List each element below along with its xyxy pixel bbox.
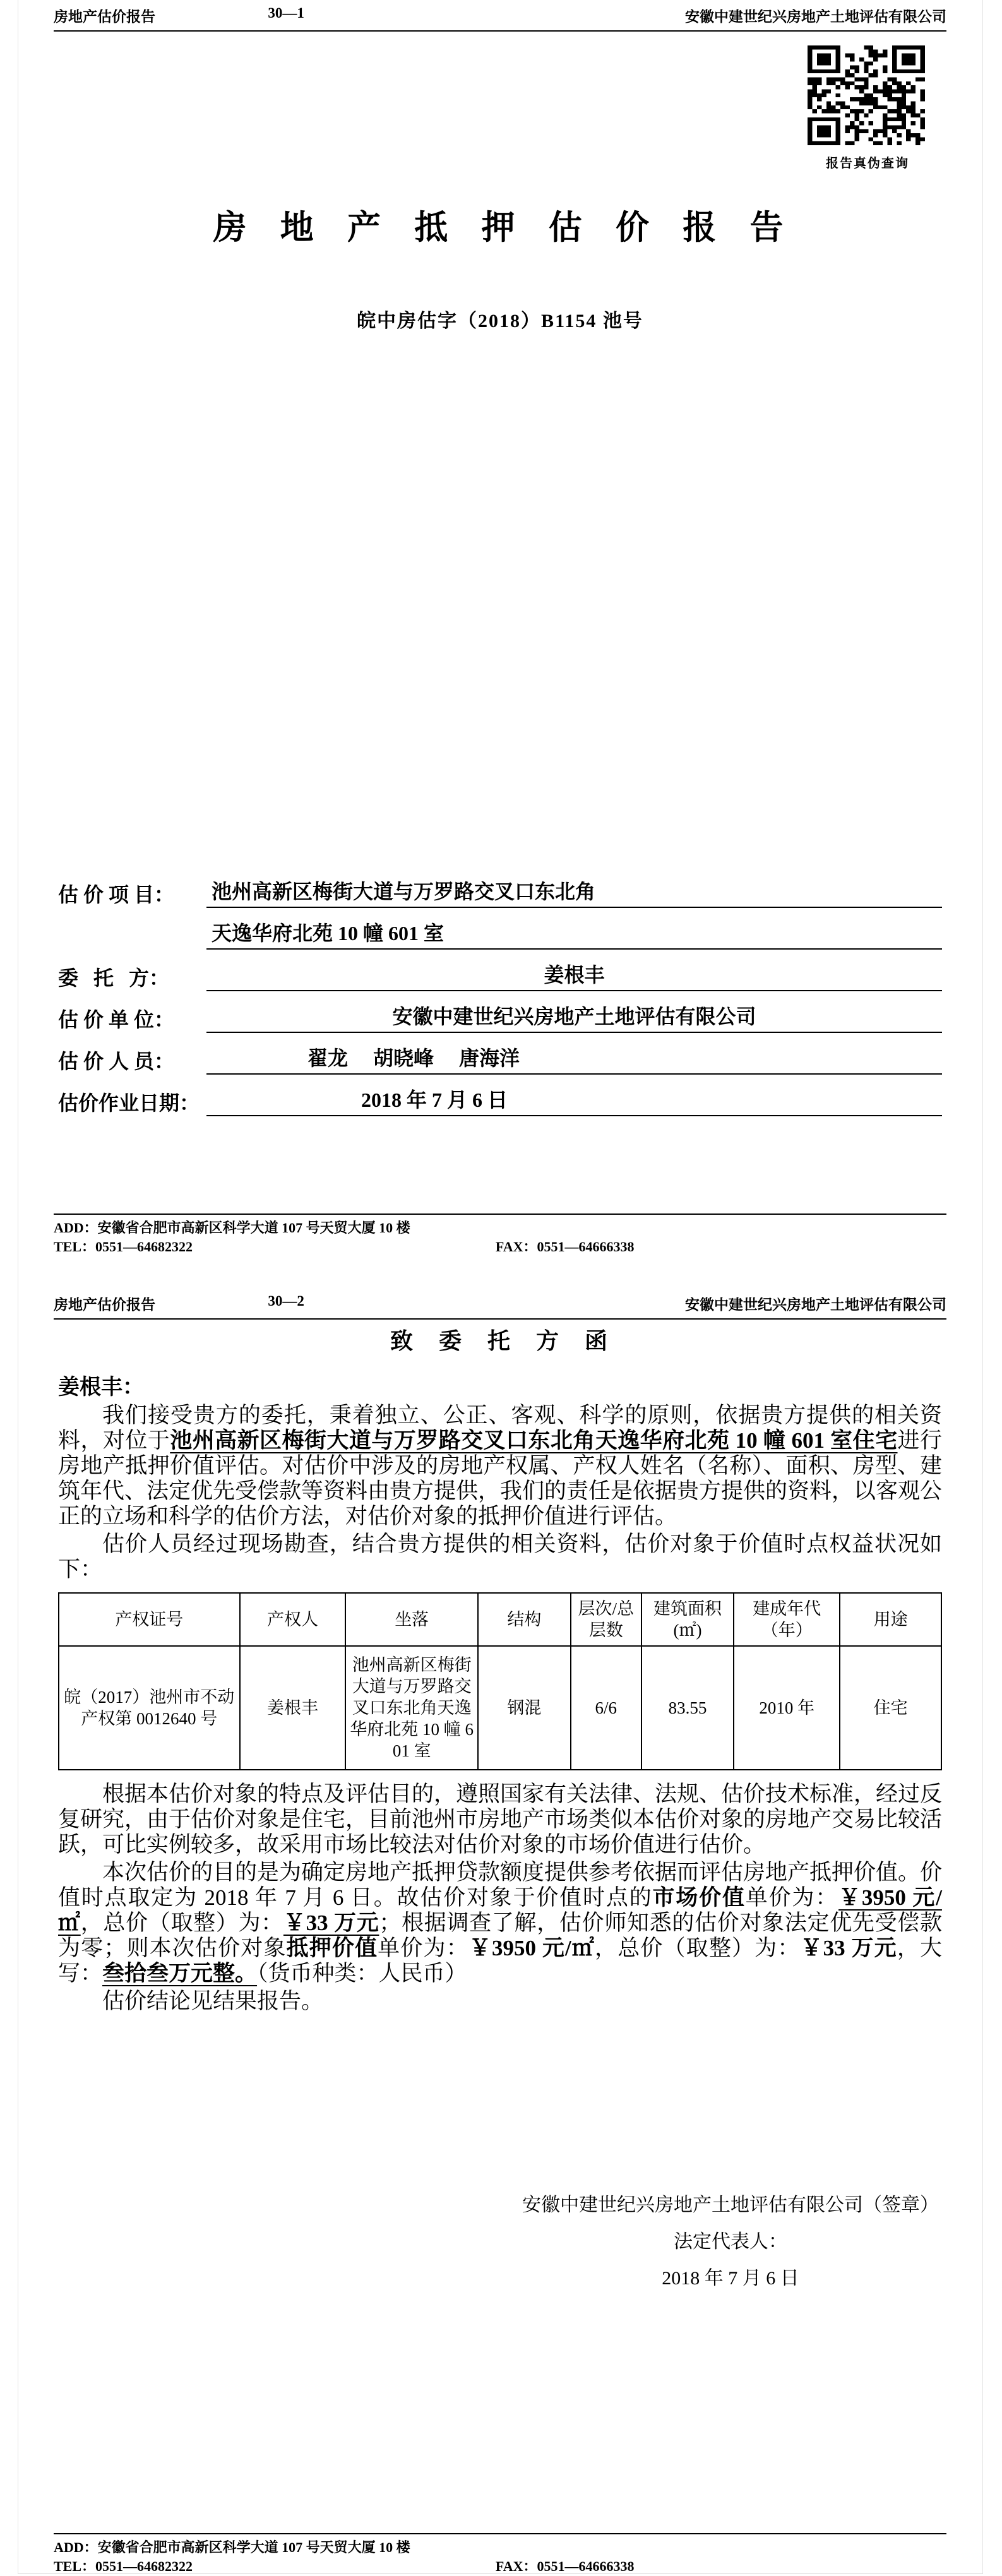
table-header-cell: 坐落	[345, 1593, 478, 1646]
field-label: 估 价 单 位：	[58, 1008, 175, 1031]
letter-page	[0, 1288, 1002, 2576]
signature-date: 2018 年 7 月 6 日	[662, 2268, 799, 2289]
footer-address: ADD：安徽省合肥市高新区科学大道 107 号天贸大厦 10 楼	[54, 2539, 410, 2555]
footer-fax: FAX：0551—64666338	[495, 1239, 635, 1255]
text-run: 我们接受贵方的委托，秉着独立、公正、客观、科学的原则，依据贵方提供的相关资料，对位于	[58, 1403, 942, 1453]
market-total-price: ￥33 万元	[283, 1911, 379, 1935]
text-run: ，大写：	[58, 1936, 942, 1986]
footer-fax: FAX：0551—64666338	[495, 2558, 635, 2574]
subject-property-address: 池州高新区梅街大道与万罗路交叉口东北角天逸华府北苑 10 幢 601 室住宅	[170, 1428, 898, 1453]
letter-paragraph-3: 根据本估价对象的特点及评估目的，遵照国家有关法律、法规、估价技术标准，经过反复研究，由于估价对象是住宅，目前池州市房地产市场类似本估价对象的房地产交易比较活跃，可比实例较多，故采用市场比较法对估价对象的市场价值进行估价。	[58, 1782, 943, 1857]
table-cell-location: 池州高新区梅街大道与万罗路交叉口东北角天逸华府北苑 10 幢 601 室	[345, 1646, 478, 1770]
table-cell-owner: 姜根丰	[240, 1646, 346, 1770]
letter-paragraph-5: 估价结论见结果报告。	[102, 1989, 324, 2013]
header-doc-type: 房地产估价报告	[54, 9, 155, 25]
text-run: 单价为：	[378, 1936, 469, 1960]
field-client	[58, 950, 942, 991]
letter-paragraph-2: 估价人员经过现场勘查，结合贵方提供的相关资料，估价对象于价值时点权益状况如下：	[58, 1532, 942, 1582]
text-run: ；根据调查了解，估价师知悉的估价对象法定优先受偿款为零；则本次估价对象	[58, 1911, 942, 1960]
qr-caption: 报告真伪查询	[826, 157, 909, 170]
table-cell-structure: 钢混	[478, 1646, 571, 1770]
appraisal-project-value: 池州高新区梅街大道与万罗路交叉口东北角	[206, 876, 942, 908]
footer-address: ADD：安徽省合肥市高新区科学大道 107 号天贸大厦 10 楼	[54, 1220, 410, 1236]
table-header-cell: 结构	[478, 1593, 571, 1646]
amount-in-words: 叁拾叁万元整。	[102, 1961, 258, 1986]
field-appraisal-date	[58, 1075, 942, 1116]
table-cell-area: 83.55	[641, 1646, 734, 1770]
footer-contact-line	[54, 1237, 946, 1256]
report-number: 皖中房估字（2018）B1154 池号	[357, 311, 643, 331]
page-footer	[54, 2533, 946, 2576]
letter-body	[58, 1316, 942, 2014]
table-header-cell: 建成年代（年）	[734, 1593, 840, 1646]
mortgage-total-price: ￥33 万元	[800, 1936, 897, 1960]
table-row	[59, 1646, 941, 1770]
field-label: 委 托 方：	[58, 967, 170, 989]
letter-salutation: 姜根丰：	[58, 1376, 144, 1399]
signature-block	[522, 2187, 939, 2297]
field-label: 估 价 项 目：	[58, 883, 175, 906]
signature-company: 安徽中建世纪兴房地产土地评估有限公司（签章）	[522, 2195, 939, 2215]
market-value-term: 市场价值	[652, 1885, 746, 1910]
table-cell-year-built: 2010 年	[734, 1646, 840, 1770]
mortgage-value-term: 抵押价值	[286, 1936, 378, 1960]
field-appraisers	[58, 1033, 942, 1075]
letter-paragraph-1	[58, 1403, 942, 1529]
table-header-row	[59, 1593, 941, 1646]
field-appraisal-project-line2	[58, 908, 942, 950]
signature-legal-rep: 法定代表人：	[674, 2231, 787, 2252]
appraisal-date-value: 2018 年 7 月 6 日	[206, 1084, 942, 1116]
header-company-name: 安徽中建世纪兴房地产土地评估有限公司	[685, 1297, 946, 1313]
text-run: 单价为：	[745, 1885, 839, 1910]
page-footer	[54, 1213, 946, 1256]
appraisers-value: 翟龙 胡晓峰 唐海洋	[206, 1042, 942, 1075]
table-cell-usage: 住宅	[840, 1646, 941, 1770]
qr-code	[808, 45, 925, 145]
field-label: 估价作业日期：	[58, 1092, 200, 1114]
text-run: 本次估价的目的是为确定房地产抵押贷款额度提供参考依据而评估房地产抵押价值。价值时点取定为 2018 年 7 月 6 日。故估价对象于价值时点的	[58, 1860, 943, 1910]
footer-tel: TEL：0551—64682322	[54, 1239, 193, 1255]
header-page-number: 30—1	[268, 5, 304, 21]
footer-contact-line	[54, 2557, 946, 2576]
letter-paragraph-4	[58, 1860, 942, 1986]
text-run: 进行房地产抵押价值评估。对估价中涉及的房地产权属、产权人姓名（名称）、面积、房型、建筑年代、法定优先受偿款等资料由贵方提供，我们的责任是依据贵方提供的资料，以客观公正的立场和科学的估价方法，对估价对象的抵押价值进行评估。	[58, 1428, 943, 1529]
table-header-cell: 产权证号	[59, 1593, 240, 1646]
table-cell-certificate-no: 皖（2017）池州市不动产权第 0012640 号	[59, 1646, 240, 1770]
property-table	[58, 1592, 942, 1770]
table-header-cell: 层次/总层数	[571, 1593, 641, 1646]
header-doc-type: 房地产估价报告	[54, 1297, 155, 1313]
header-page-number: 30—2	[268, 1293, 304, 1309]
text-run: ，总价（取整）为：	[595, 1936, 801, 1960]
field-appraisal-project	[58, 866, 942, 908]
footer-tel: TEL：0551—64682322	[54, 2558, 193, 2574]
client-value: 姜根丰	[206, 959, 942, 991]
text-run: （货币种类：人民币）	[257, 1961, 467, 1986]
page-header	[54, 5, 946, 32]
table-header-cell: 建筑面积(㎡)	[641, 1593, 734, 1646]
cover-fields	[58, 866, 942, 1116]
market-unit-price: ￥3950 元/㎡	[58, 1885, 942, 1935]
letter-title: 致 委 托 方 函	[390, 1328, 610, 1354]
mortgage-unit-price: ￥3950 元/㎡	[468, 1936, 595, 1960]
field-appraisal-agency	[58, 991, 942, 1033]
appraisal-agency-value: 安徽中建世纪兴房地产土地评估有限公司	[206, 1001, 942, 1033]
table-cell-floor: 6/6	[571, 1646, 641, 1770]
header-company-name: 安徽中建世纪兴房地产土地评估有限公司	[685, 9, 946, 25]
report-title: 房 地 产 抵 押 估 价 报 告	[213, 210, 787, 246]
text-run: ，总价（取整）为：	[80, 1911, 283, 1935]
table-header-cell: 产权人	[240, 1593, 346, 1646]
table-header-cell: 用途	[840, 1593, 941, 1646]
appraisal-project-value-line2: 天逸华府北苑 10 幢 601 室	[206, 917, 942, 950]
field-label: 估 价 人 员：	[58, 1050, 175, 1073]
qr-block	[808, 45, 927, 171]
